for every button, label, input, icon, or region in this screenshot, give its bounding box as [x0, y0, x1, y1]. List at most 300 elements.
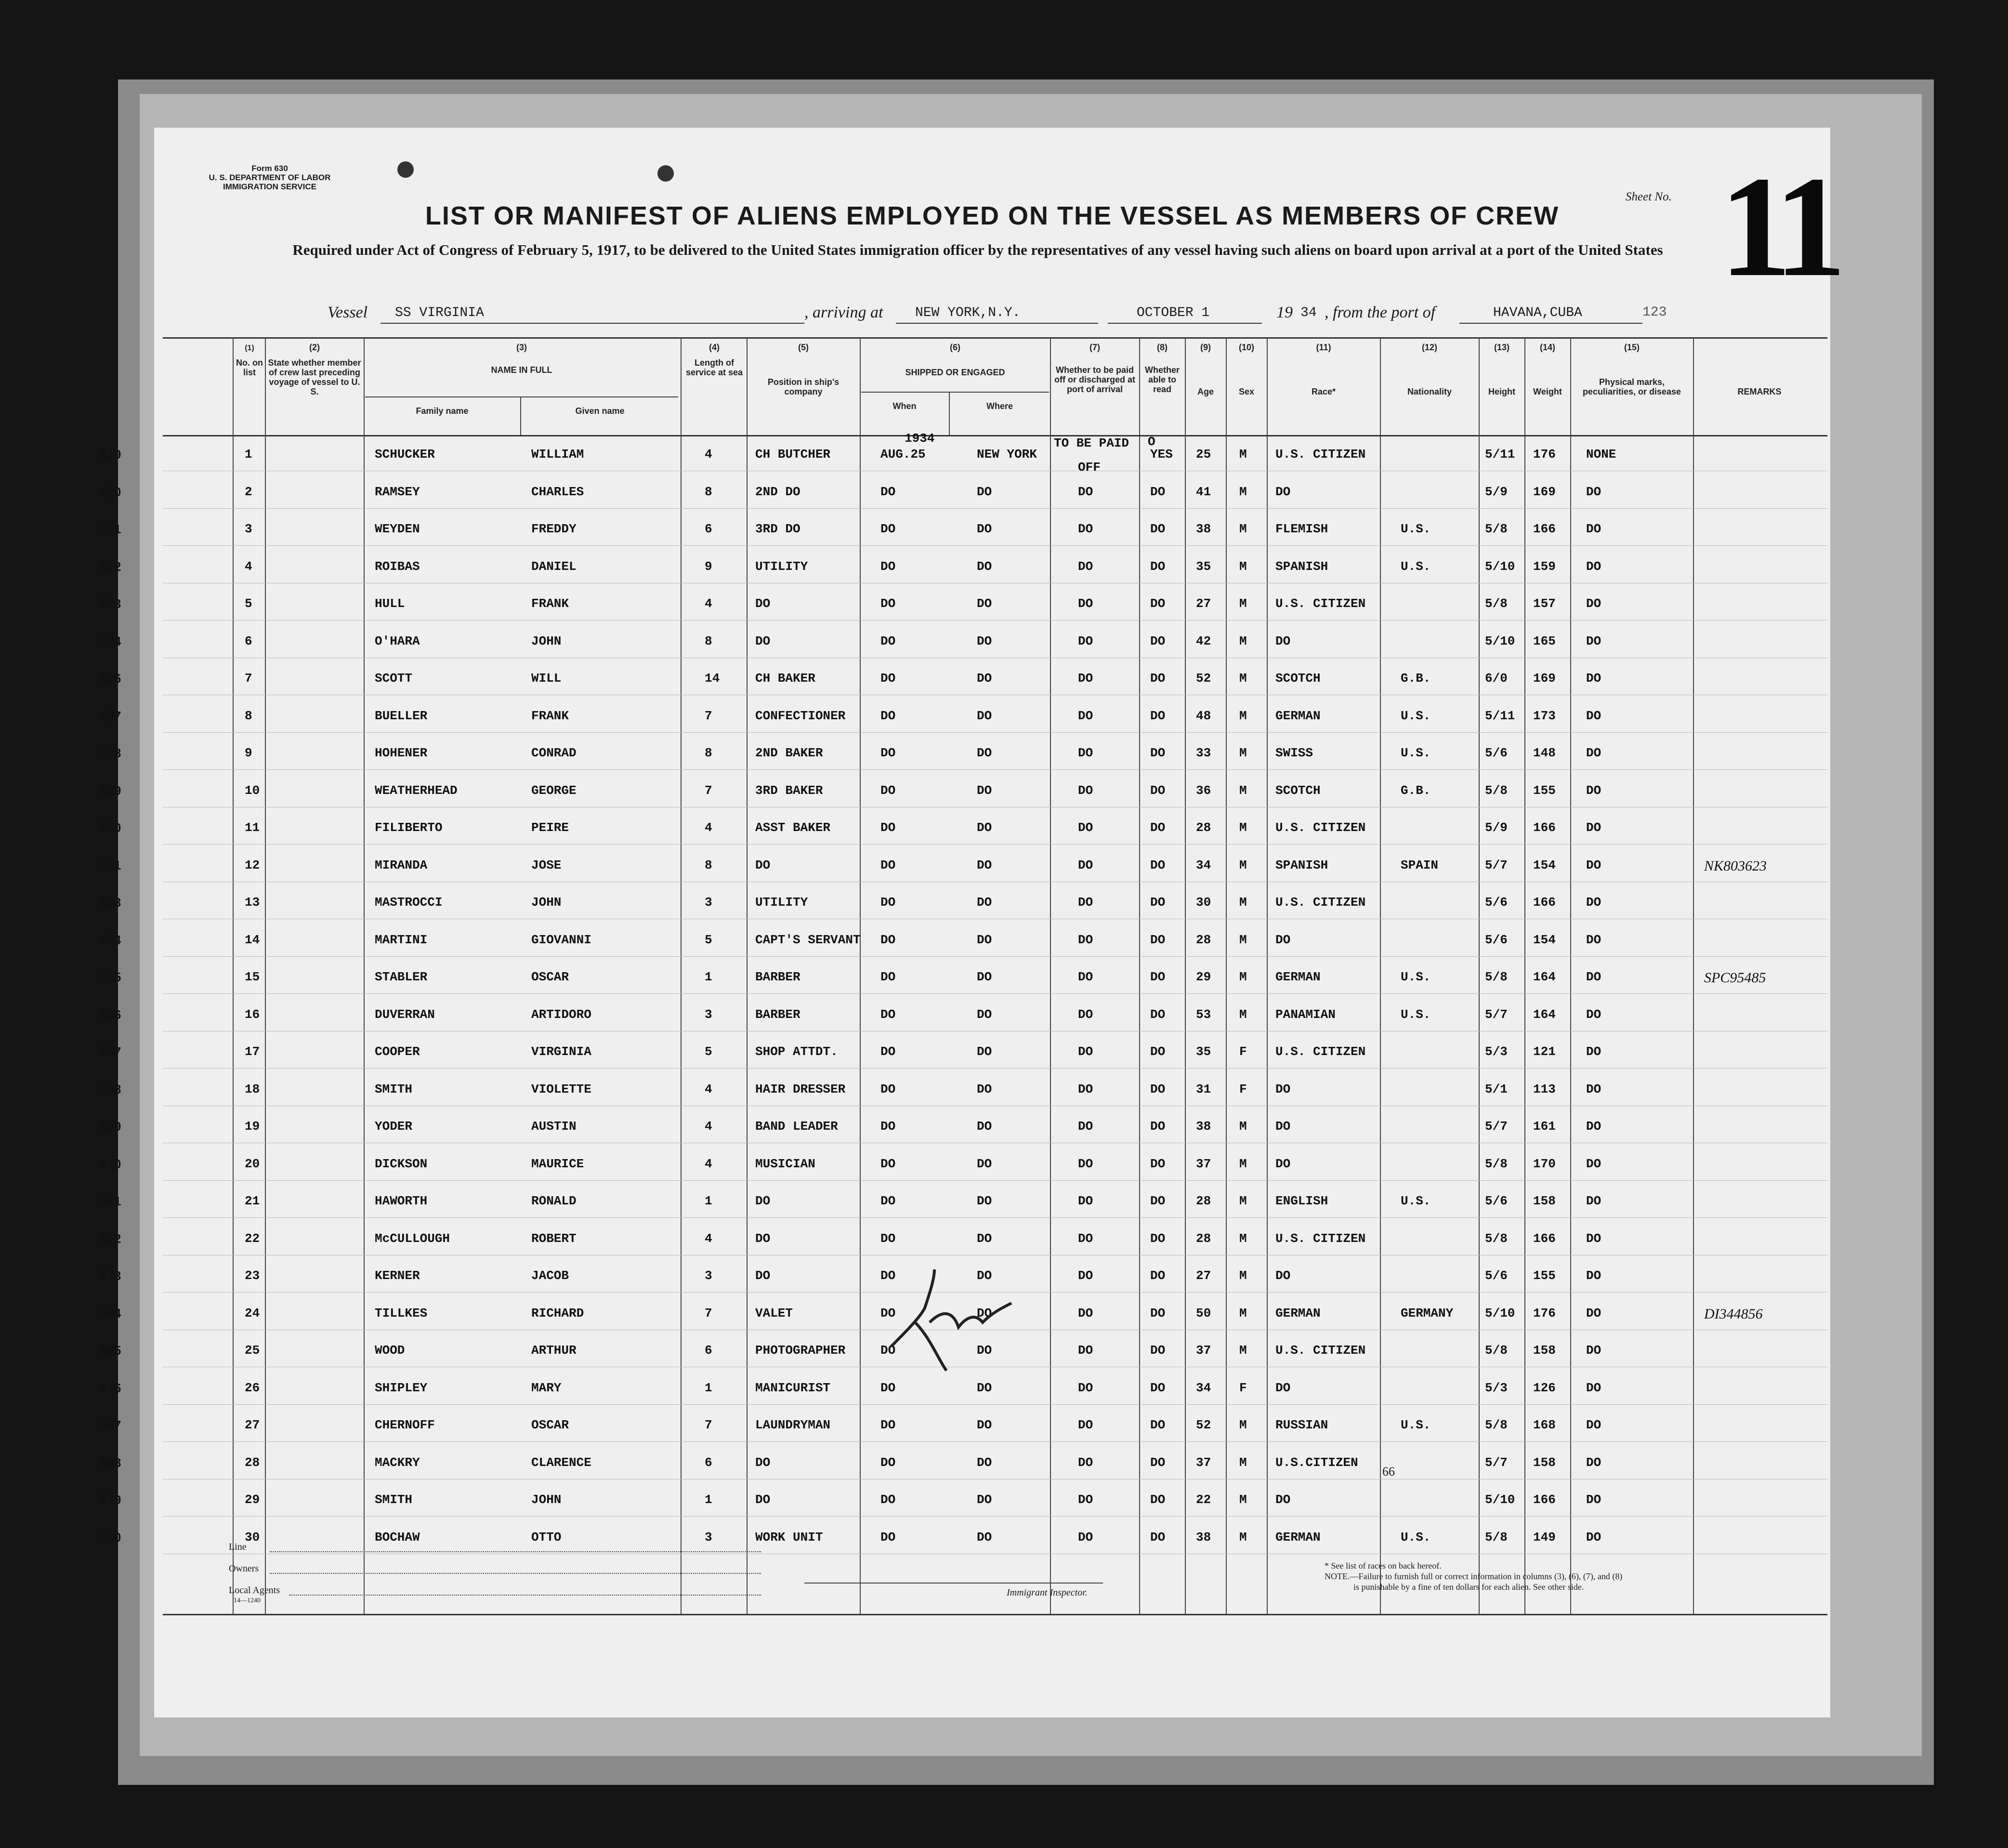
- given-name: PEIRE: [531, 820, 569, 835]
- row-number: 30: [245, 1530, 260, 1544]
- position: 3RD DO: [755, 522, 801, 536]
- given-name: ARTHUR: [531, 1343, 577, 1358]
- table-row: [100, 471, 1827, 509]
- service-length: 4: [705, 1119, 712, 1134]
- weight: 159: [1533, 559, 1556, 574]
- weight: 149: [1533, 1530, 1556, 1544]
- nationality: U.S.: [1401, 1418, 1431, 1432]
- family-name: MARTINI: [375, 932, 428, 947]
- row-number: 1: [245, 447, 252, 462]
- height: 5/10: [1485, 559, 1515, 574]
- sex: M: [1239, 522, 1247, 536]
- header-where: Where: [986, 401, 1013, 411]
- age: 22: [1196, 1492, 1211, 1507]
- paid-off-note: OFF: [1078, 460, 1101, 475]
- shipped-where: DO: [977, 783, 992, 798]
- position: 3RD BAKER: [755, 783, 823, 798]
- punch-hole: [397, 161, 414, 178]
- header-paid-off: Whether to be paid off or discharged at port of arrival: [1054, 365, 1136, 394]
- able-to-read: DO: [1150, 671, 1166, 686]
- from-underline: [1459, 323, 1642, 324]
- physical-marks: DO: [1586, 484, 1601, 499]
- paid-off: DO: [1078, 1455, 1093, 1470]
- col-num-11: (11): [1316, 343, 1331, 352]
- name-subdivider: [520, 396, 521, 435]
- service-length: 1: [705, 1194, 712, 1208]
- race: DO: [1275, 484, 1291, 499]
- shipped-when: DO: [880, 671, 896, 686]
- service-length: 6: [705, 1343, 712, 1358]
- given-name: WILLIAM: [531, 447, 584, 462]
- list-ref-number: 520: [100, 484, 121, 499]
- agents-field: [289, 1595, 761, 1596]
- physical-marks: DO: [1586, 1082, 1601, 1096]
- race: DO: [1275, 1380, 1291, 1395]
- shipped-when: DO: [880, 1194, 896, 1208]
- vessel-name: SS VIRGINIA: [395, 305, 484, 320]
- able-to-read: DO: [1150, 1268, 1166, 1283]
- service-length: 7: [705, 1418, 712, 1432]
- family-name: MASTROCCI: [375, 895, 443, 910]
- header-prev-voyage: State whether member of crew last preceding voyage of vessel to U. S.: [268, 358, 361, 396]
- fine-note-1: NOTE.—Failure to furnish full or correct information in columns (3), (6), (7), and (8): [1325, 1571, 1623, 1581]
- position: WORK UNIT: [755, 1530, 823, 1544]
- department: U. S. DEPARTMENT OF LABOR: [209, 173, 331, 182]
- list-ref-number: 536: [100, 1007, 121, 1022]
- sex: M: [1239, 596, 1247, 611]
- row-number: 10: [245, 783, 260, 798]
- list-ref-number: 539: [100, 1119, 121, 1134]
- col-num-4: (4): [709, 343, 720, 352]
- weight: 166: [1533, 820, 1556, 835]
- shipped-where: DO: [977, 1343, 992, 1358]
- given-name: AUSTIN: [531, 1119, 577, 1134]
- service-length: 7: [705, 783, 712, 798]
- sex: M: [1239, 746, 1247, 760]
- table-row: [100, 583, 1827, 620]
- able-to-read: DO: [1150, 484, 1166, 499]
- race: DO: [1275, 1119, 1291, 1134]
- given-name: JOSE: [531, 858, 562, 872]
- table-row: [100, 658, 1827, 695]
- height: 5/10: [1485, 1492, 1515, 1507]
- weight: 164: [1533, 970, 1556, 984]
- shipped-where: DO: [977, 671, 992, 686]
- list-ref-number: 544: [100, 1306, 121, 1320]
- remarks: SPC95485: [1704, 970, 1766, 986]
- header-race: Race*: [1311, 387, 1336, 396]
- age: 33: [1196, 746, 1211, 760]
- paid-off: DO: [1078, 820, 1093, 835]
- shipped-where: DO: [977, 1380, 992, 1395]
- list-ref-number: 527: [100, 708, 121, 723]
- position: VALET: [755, 1306, 793, 1320]
- able-to-read: DO: [1150, 1418, 1166, 1432]
- shipped-when: DO: [880, 858, 896, 872]
- list-ref-number: 538: [100, 1082, 121, 1096]
- weight: 155: [1533, 1268, 1556, 1283]
- service-length: 5: [705, 932, 712, 947]
- age: 34: [1196, 1380, 1211, 1395]
- physical-marks: DO: [1586, 820, 1601, 835]
- header-name-in-full: NAME IN FULL: [491, 365, 552, 375]
- physical-marks: NONE: [1586, 447, 1616, 462]
- shipped-when: DO: [880, 1418, 896, 1432]
- given-name: CLARENCE: [531, 1455, 591, 1470]
- sex: M: [1239, 970, 1247, 984]
- age: 27: [1196, 596, 1211, 611]
- shipped-where: DO: [977, 708, 992, 723]
- position: SHOP ATTDT.: [755, 1044, 838, 1059]
- race: DO: [1275, 1492, 1291, 1507]
- age: 28: [1196, 820, 1211, 835]
- position: BARBER: [755, 1007, 801, 1022]
- owners-label: Owners: [229, 1563, 259, 1574]
- col-num-12: (12): [1421, 343, 1437, 352]
- sex: M: [1239, 820, 1247, 835]
- row-number: 4: [245, 559, 252, 574]
- col-num-6: (6): [950, 343, 960, 352]
- shipped-subdivider: [949, 392, 950, 435]
- nationality: G.B.: [1401, 783, 1431, 798]
- age: 53: [1196, 1007, 1211, 1022]
- position: PHOTOGRAPHER: [755, 1343, 846, 1358]
- list-ref-number: 521: [100, 522, 121, 536]
- service-length: 1: [705, 1380, 712, 1395]
- header-given-name: Given name: [575, 406, 625, 416]
- row-number: 28: [245, 1455, 260, 1470]
- shipped-where: DO: [977, 820, 992, 835]
- weight: 158: [1533, 1343, 1556, 1358]
- sex: F: [1239, 1082, 1247, 1096]
- nationality: U.S.: [1401, 522, 1431, 536]
- form-identifier: [207, 164, 332, 191]
- table-row: [100, 508, 1827, 546]
- shipped-where: DO: [977, 596, 992, 611]
- sex: M: [1239, 671, 1247, 686]
- age: 38: [1196, 522, 1211, 536]
- sex: F: [1239, 1380, 1247, 1395]
- weight: 161: [1533, 1119, 1556, 1134]
- given-name: FREDDY: [531, 522, 577, 536]
- physical-marks: DO: [1586, 1306, 1601, 1320]
- row-number: 25: [245, 1343, 260, 1358]
- given-name: ARTIDORO: [531, 1007, 591, 1022]
- age: 25: [1196, 447, 1211, 462]
- row-number: 5: [245, 596, 252, 611]
- paid-off: DO: [1078, 1268, 1093, 1283]
- position: CH BAKER: [755, 671, 815, 686]
- service: IMMIGRATION SERVICE: [223, 182, 316, 191]
- able-to-read: DO: [1150, 1082, 1166, 1096]
- service-length: 8: [705, 746, 712, 760]
- race: U.S. CITIZEN: [1275, 1343, 1366, 1358]
- list-ref-number: 540: [100, 1156, 121, 1171]
- service-length: 1: [705, 1492, 712, 1507]
- shipped-divider: [861, 392, 1049, 393]
- sex: M: [1239, 1418, 1247, 1432]
- weight: 173: [1533, 708, 1556, 723]
- paid-off: DO: [1078, 1156, 1093, 1171]
- family-name: SMITH: [375, 1082, 413, 1096]
- header-weight: Weight: [1533, 387, 1562, 396]
- able-to-read: DO: [1150, 1380, 1166, 1395]
- physical-marks: DO: [1586, 895, 1601, 910]
- able-to-read: DO: [1150, 1231, 1166, 1246]
- sex: M: [1239, 1156, 1247, 1171]
- shipped-where: DO: [977, 895, 992, 910]
- height: 5/11: [1485, 447, 1515, 462]
- physical-marks: DO: [1586, 1007, 1601, 1022]
- age: 30: [1196, 895, 1211, 910]
- able-to-read: DO: [1150, 1044, 1166, 1059]
- paid-off: DO: [1078, 895, 1093, 910]
- service-length: 3: [705, 1530, 712, 1544]
- height: 5/10: [1485, 1306, 1515, 1320]
- shipped-when: DO: [880, 634, 896, 648]
- date-underline: [1108, 323, 1262, 324]
- list-ref-number: 528: [100, 746, 121, 760]
- position: HAIR DRESSER: [755, 1082, 846, 1096]
- col-num-10: (10): [1238, 343, 1254, 352]
- able-to-read: YES: [1150, 447, 1173, 462]
- list-ref-number: 526: [100, 671, 121, 686]
- list-ref-number: 537: [100, 1044, 121, 1059]
- weight: 157: [1533, 596, 1556, 611]
- family-name: SCOTT: [375, 671, 413, 686]
- position: CONFECTIONER: [755, 708, 846, 723]
- shipped-when: AUG.25: [880, 447, 926, 462]
- shipped-where: DO: [977, 1530, 992, 1544]
- weight: 170: [1533, 1156, 1556, 1171]
- shipped-when: DO: [880, 746, 896, 760]
- given-name: DANIEL: [531, 559, 577, 574]
- family-name: MIRANDA: [375, 858, 428, 872]
- race: DO: [1275, 932, 1291, 947]
- family-name: SMITH: [375, 1492, 413, 1507]
- shipped-where: DO: [977, 1007, 992, 1022]
- table-row: [100, 845, 1827, 882]
- list-ref-number: 522: [100, 559, 121, 574]
- sex: M: [1239, 1194, 1247, 1208]
- row-number: 20: [245, 1156, 260, 1171]
- sex: M: [1239, 447, 1247, 462]
- table-row: [100, 1180, 1827, 1218]
- race: U.S. CITIZEN: [1275, 1044, 1366, 1059]
- manifest-form: [100, 128, 1837, 1717]
- able-to-read: DO: [1150, 1007, 1166, 1022]
- fine-note-2: is punishable by a fine of ten dollars for each alien. See other side.: [1353, 1582, 1584, 1592]
- height: 5/8: [1485, 522, 1508, 536]
- list-ref-number: 531: [100, 858, 121, 872]
- given-name: OSCAR: [531, 970, 569, 984]
- position: DO: [755, 634, 771, 648]
- shipped-when: DO: [880, 1082, 896, 1096]
- family-name: BUELLER: [375, 708, 428, 723]
- able-to-read: DO: [1150, 932, 1166, 947]
- position: MUSICIAN: [755, 1156, 815, 1171]
- shipped-where: DO: [977, 484, 992, 499]
- age: 52: [1196, 671, 1211, 686]
- row-number: 26: [245, 1380, 260, 1395]
- family-name: SHIPLEY: [375, 1380, 428, 1395]
- table-header: [163, 337, 1827, 436]
- row-number: 21: [245, 1194, 260, 1208]
- physical-marks: DO: [1586, 970, 1601, 984]
- vessel-line: [154, 304, 1830, 332]
- age: 35: [1196, 559, 1211, 574]
- age: 48: [1196, 708, 1211, 723]
- position: MANICURIST: [755, 1380, 831, 1395]
- height: 5/8: [1485, 1530, 1508, 1544]
- shipped-where: DO: [977, 1231, 992, 1246]
- weight: 166: [1533, 1492, 1556, 1507]
- page-title: LIST OR MANIFEST OF ALIENS EMPLOYED ON THE VESSEL AS MEMBERS OF CREW: [425, 201, 1560, 230]
- row-number: 17: [245, 1044, 260, 1059]
- able-to-read: DO: [1150, 1530, 1166, 1544]
- height: 5/8: [1485, 1156, 1508, 1171]
- shipped-when: DO: [880, 1343, 896, 1358]
- header-no-on-list: No. on list: [236, 358, 263, 377]
- weight: 158: [1533, 1194, 1556, 1208]
- row-number: 11: [245, 820, 260, 835]
- age: 28: [1196, 1231, 1211, 1246]
- age: 52: [1196, 1418, 1211, 1432]
- position: BARBER: [755, 970, 801, 984]
- sheet-number: 11: [1719, 146, 1837, 306]
- family-name: FILIBERTO: [375, 820, 443, 835]
- list-ref-number: 524: [100, 634, 121, 648]
- sex: M: [1239, 1492, 1247, 1507]
- shipped-when: DO: [880, 708, 896, 723]
- height: 5/8: [1485, 1418, 1508, 1432]
- position: LAUNDRYMAN: [755, 1418, 831, 1432]
- position: DO: [755, 596, 771, 611]
- row-number: 2: [245, 484, 252, 499]
- paid-off: DO: [1078, 484, 1093, 499]
- physical-marks: DO: [1586, 1156, 1601, 1171]
- paid-off: DO: [1078, 1418, 1093, 1432]
- height: 5/7: [1485, 1007, 1508, 1022]
- height: 5/6: [1485, 895, 1508, 910]
- position: DO: [755, 1231, 771, 1246]
- page-number: 123: [1642, 305, 1667, 320]
- given-name: FRANK: [531, 596, 569, 611]
- able-to-read: DO: [1150, 708, 1166, 723]
- family-name: McCULLOUGH: [375, 1231, 450, 1246]
- table-row: [100, 546, 1827, 583]
- position: DO: [755, 858, 771, 872]
- col-num-7: (7): [1089, 343, 1100, 352]
- paid-off: DO: [1078, 634, 1093, 648]
- year-prefix: 19: [1276, 304, 1293, 321]
- race: GERMAN: [1275, 970, 1321, 984]
- sex: M: [1239, 1007, 1247, 1022]
- race: U.S. CITIZEN: [1275, 1231, 1366, 1246]
- table-row: [100, 1404, 1827, 1442]
- shipped-when: DO: [880, 1492, 896, 1507]
- inspector-signature: [862, 1250, 1016, 1375]
- nationality: G.B.: [1401, 671, 1431, 686]
- weight: 166: [1533, 1231, 1556, 1246]
- able-to-read: DO: [1150, 858, 1166, 872]
- table-row: [100, 1479, 1827, 1517]
- sheet-label: Sheet No.: [1626, 190, 1672, 203]
- paid-off: DO: [1078, 783, 1093, 798]
- height: 5/6: [1485, 1268, 1508, 1283]
- weight: 176: [1533, 447, 1556, 462]
- able-to-read: DO: [1150, 596, 1166, 611]
- weight: 165: [1533, 634, 1556, 648]
- physical-marks: DO: [1586, 708, 1601, 723]
- sex: M: [1239, 1231, 1247, 1246]
- physical-marks: DO: [1586, 1492, 1601, 1507]
- weight: 176: [1533, 1306, 1556, 1320]
- age: 37: [1196, 1343, 1211, 1358]
- nationality: GERMANY: [1401, 1306, 1454, 1320]
- height: 5/6: [1485, 1194, 1508, 1208]
- family-name: WOOD: [375, 1343, 405, 1358]
- from-label: , from the port of: [1325, 304, 1436, 321]
- position: ASST BAKER: [755, 820, 831, 835]
- race: DO: [1275, 1156, 1291, 1171]
- table-row: [100, 732, 1827, 770]
- shipped-when: DO: [880, 1306, 896, 1320]
- shipped-where: DO: [977, 1306, 992, 1320]
- paid-off: DO: [1078, 708, 1093, 723]
- shipped-where: DO: [977, 970, 992, 984]
- physical-marks: DO: [1586, 1194, 1601, 1208]
- race: U.S. CITIZEN: [1275, 820, 1366, 835]
- paid-off: DO: [1078, 1343, 1093, 1358]
- list-ref-number: 548: [100, 1455, 121, 1470]
- shipped-when: DO: [880, 932, 896, 947]
- table-row: [100, 956, 1827, 994]
- table-row: [100, 1031, 1827, 1069]
- table-row: [100, 1442, 1827, 1479]
- table-row: [100, 770, 1827, 807]
- service-length: 7: [705, 708, 712, 723]
- family-name: RAMSEY: [375, 484, 420, 499]
- service-length: 9: [705, 559, 712, 574]
- race: SPANISH: [1275, 858, 1328, 872]
- row-number: 3: [245, 522, 252, 536]
- given-name: JOHN: [531, 895, 562, 910]
- remarks: DI344856: [1704, 1306, 1763, 1322]
- given-name: GEORGE: [531, 783, 577, 798]
- row-number: 16: [245, 1007, 260, 1022]
- given-name: VIRGINIA: [531, 1044, 591, 1059]
- weight: 126: [1533, 1380, 1556, 1395]
- header-position: Position in ship's company: [767, 377, 840, 396]
- height: 5/3: [1485, 1380, 1508, 1395]
- age: 42: [1196, 634, 1211, 648]
- shipped-where: DO: [977, 1268, 992, 1283]
- shipped-where: NEW YORK: [977, 447, 1037, 462]
- list-ref-number: 549: [100, 1492, 121, 1507]
- shipped-when: DO: [880, 559, 896, 574]
- col-num-8: (8): [1157, 343, 1168, 352]
- position: DO: [755, 1455, 771, 1470]
- arrival-date: OCTOBER 1: [1137, 305, 1210, 320]
- col-num-2: (2): [309, 343, 320, 352]
- header-height: Height: [1488, 387, 1515, 396]
- family-name: HOHENER: [375, 746, 428, 760]
- position: DO: [755, 1194, 771, 1208]
- list-ref-number: 547: [100, 1418, 121, 1432]
- shipped-where: DO: [977, 932, 992, 947]
- family-name: DICKSON: [375, 1156, 428, 1171]
